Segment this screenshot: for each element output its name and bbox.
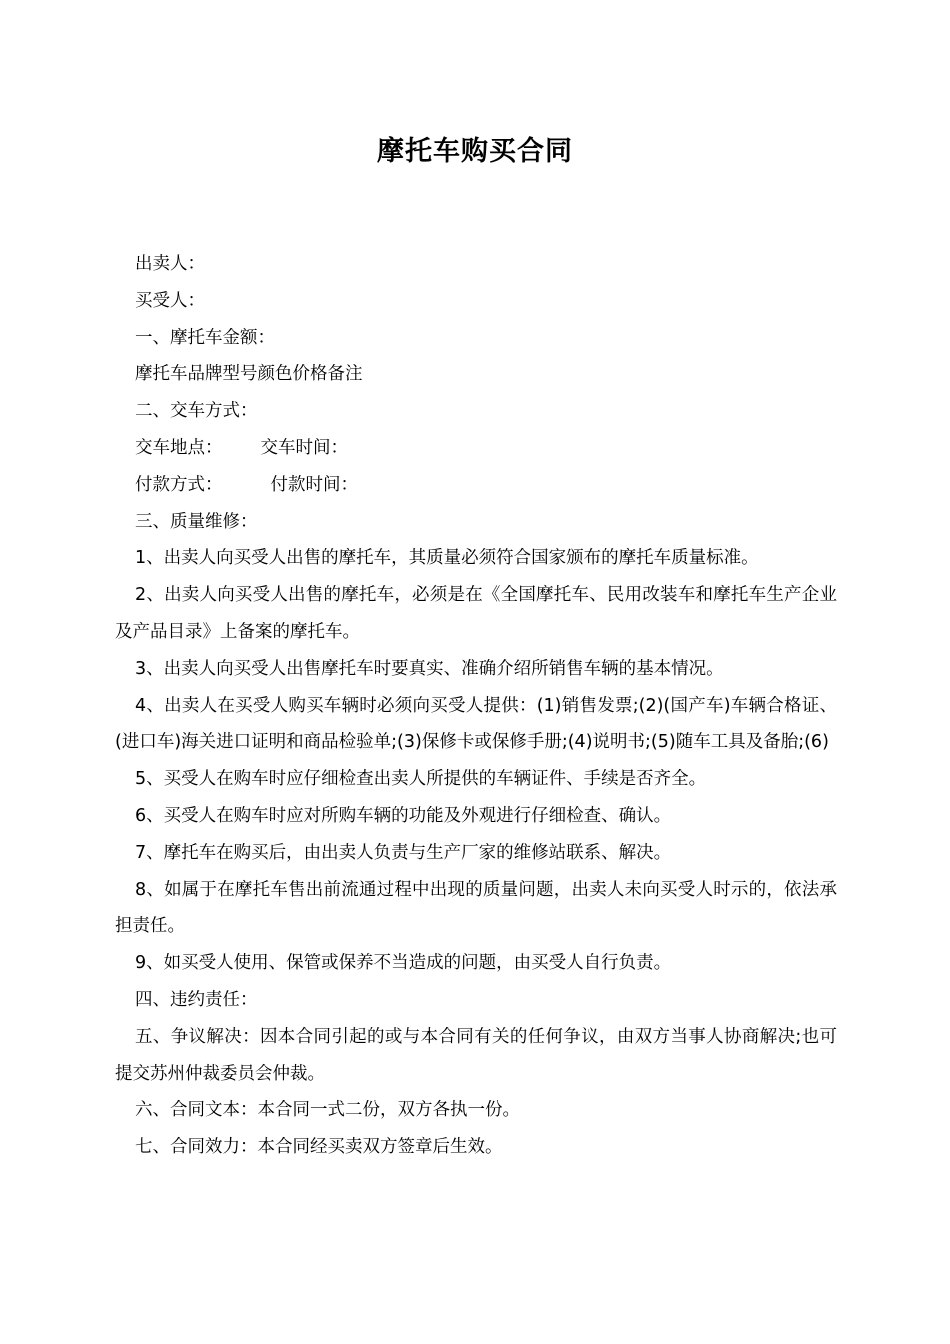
quality-item-7: 7、摩托车在购买后，由出卖人负责与生产厂家的维修站联系、解决。 [135, 842, 672, 863]
quality-item-3: 3、出卖人向买受人出售摩托车时要真实、准确介绍所销售车辆的基本情况。 [135, 658, 724, 679]
payment-time-label: 付款时间： [270, 474, 358, 495]
document-title: 摩托车购买合同 [377, 136, 573, 167]
section-amount-heading: 一、摩托车金额： [135, 327, 275, 348]
contract-body [115, 246, 837, 1166]
section-liability-heading: 四、违约责任： [135, 989, 258, 1010]
quality-item-5: 5、买受人在购车时应仔细检查出卖人所提供的车辆证件、手续是否齐全。 [135, 769, 707, 790]
section-validity: 七、合同效力：本合同经买卖双方签章后生效。 [135, 1137, 503, 1158]
quality-item-8: 8、如属于在摩托车售出前流通过程中出现的质量问题，出卖人未向买受人时示的，依法承担责任。 [115, 879, 837, 937]
quality-item-4: 4、出卖人在买受人购买车辆时必须向买受人提供：(1)销售发票;(2)(国产车)车辆合格证、(进口车)海关进口证明和商品检验单;(3)保修卡或保修手册;(4)说明书;(5)随车工具及备胎;(6) [115, 695, 837, 753]
section-quality-heading: 三、质量维修： [135, 511, 258, 532]
payment-line [115, 467, 837, 504]
section-dispute: 五、争议解决：因本合同引起的或与本合同有关的任何争议，由双方当事人协商解决;也可提交苏州仲裁委员会仲裁。 [115, 1026, 837, 1084]
quality-item-2: 2、出卖人向买受人出售的摩托车，必须是在《全国摩托车、民用改装车和摩托车生产企业及产品目录》上备案的摩托车。 [115, 585, 837, 642]
delivery-line [115, 430, 837, 467]
buyer-line: 买受人： [135, 290, 205, 311]
section-delivery-heading: 二、交车方式： [135, 401, 258, 422]
quality-item-9: 9、如买受人使用、保管或保养不当造成的问题，由买受人自行负责。 [135, 953, 672, 974]
payment-method-label: 付款方式： [135, 474, 223, 495]
delivery-place-label: 交车地点： [135, 437, 223, 458]
quality-item-6: 6、买受人在购车时应对所购车辆的功能及外观进行仔细检查、确认。 [135, 805, 672, 826]
quality-item-1: 1、出卖人向买受人出售的摩托车，其质量必须符合国家颁布的摩托车质量标准。 [135, 548, 759, 569]
seller-line: 出卖人： [135, 254, 205, 274]
vehicle-table-header: 摩托车品牌型号颜色价格备注 [135, 364, 363, 385]
delivery-time-label: 交车时间： [260, 437, 348, 458]
section-copies: 六、合同文本：本合同一式二份，双方各执一份。 [135, 1100, 520, 1121]
